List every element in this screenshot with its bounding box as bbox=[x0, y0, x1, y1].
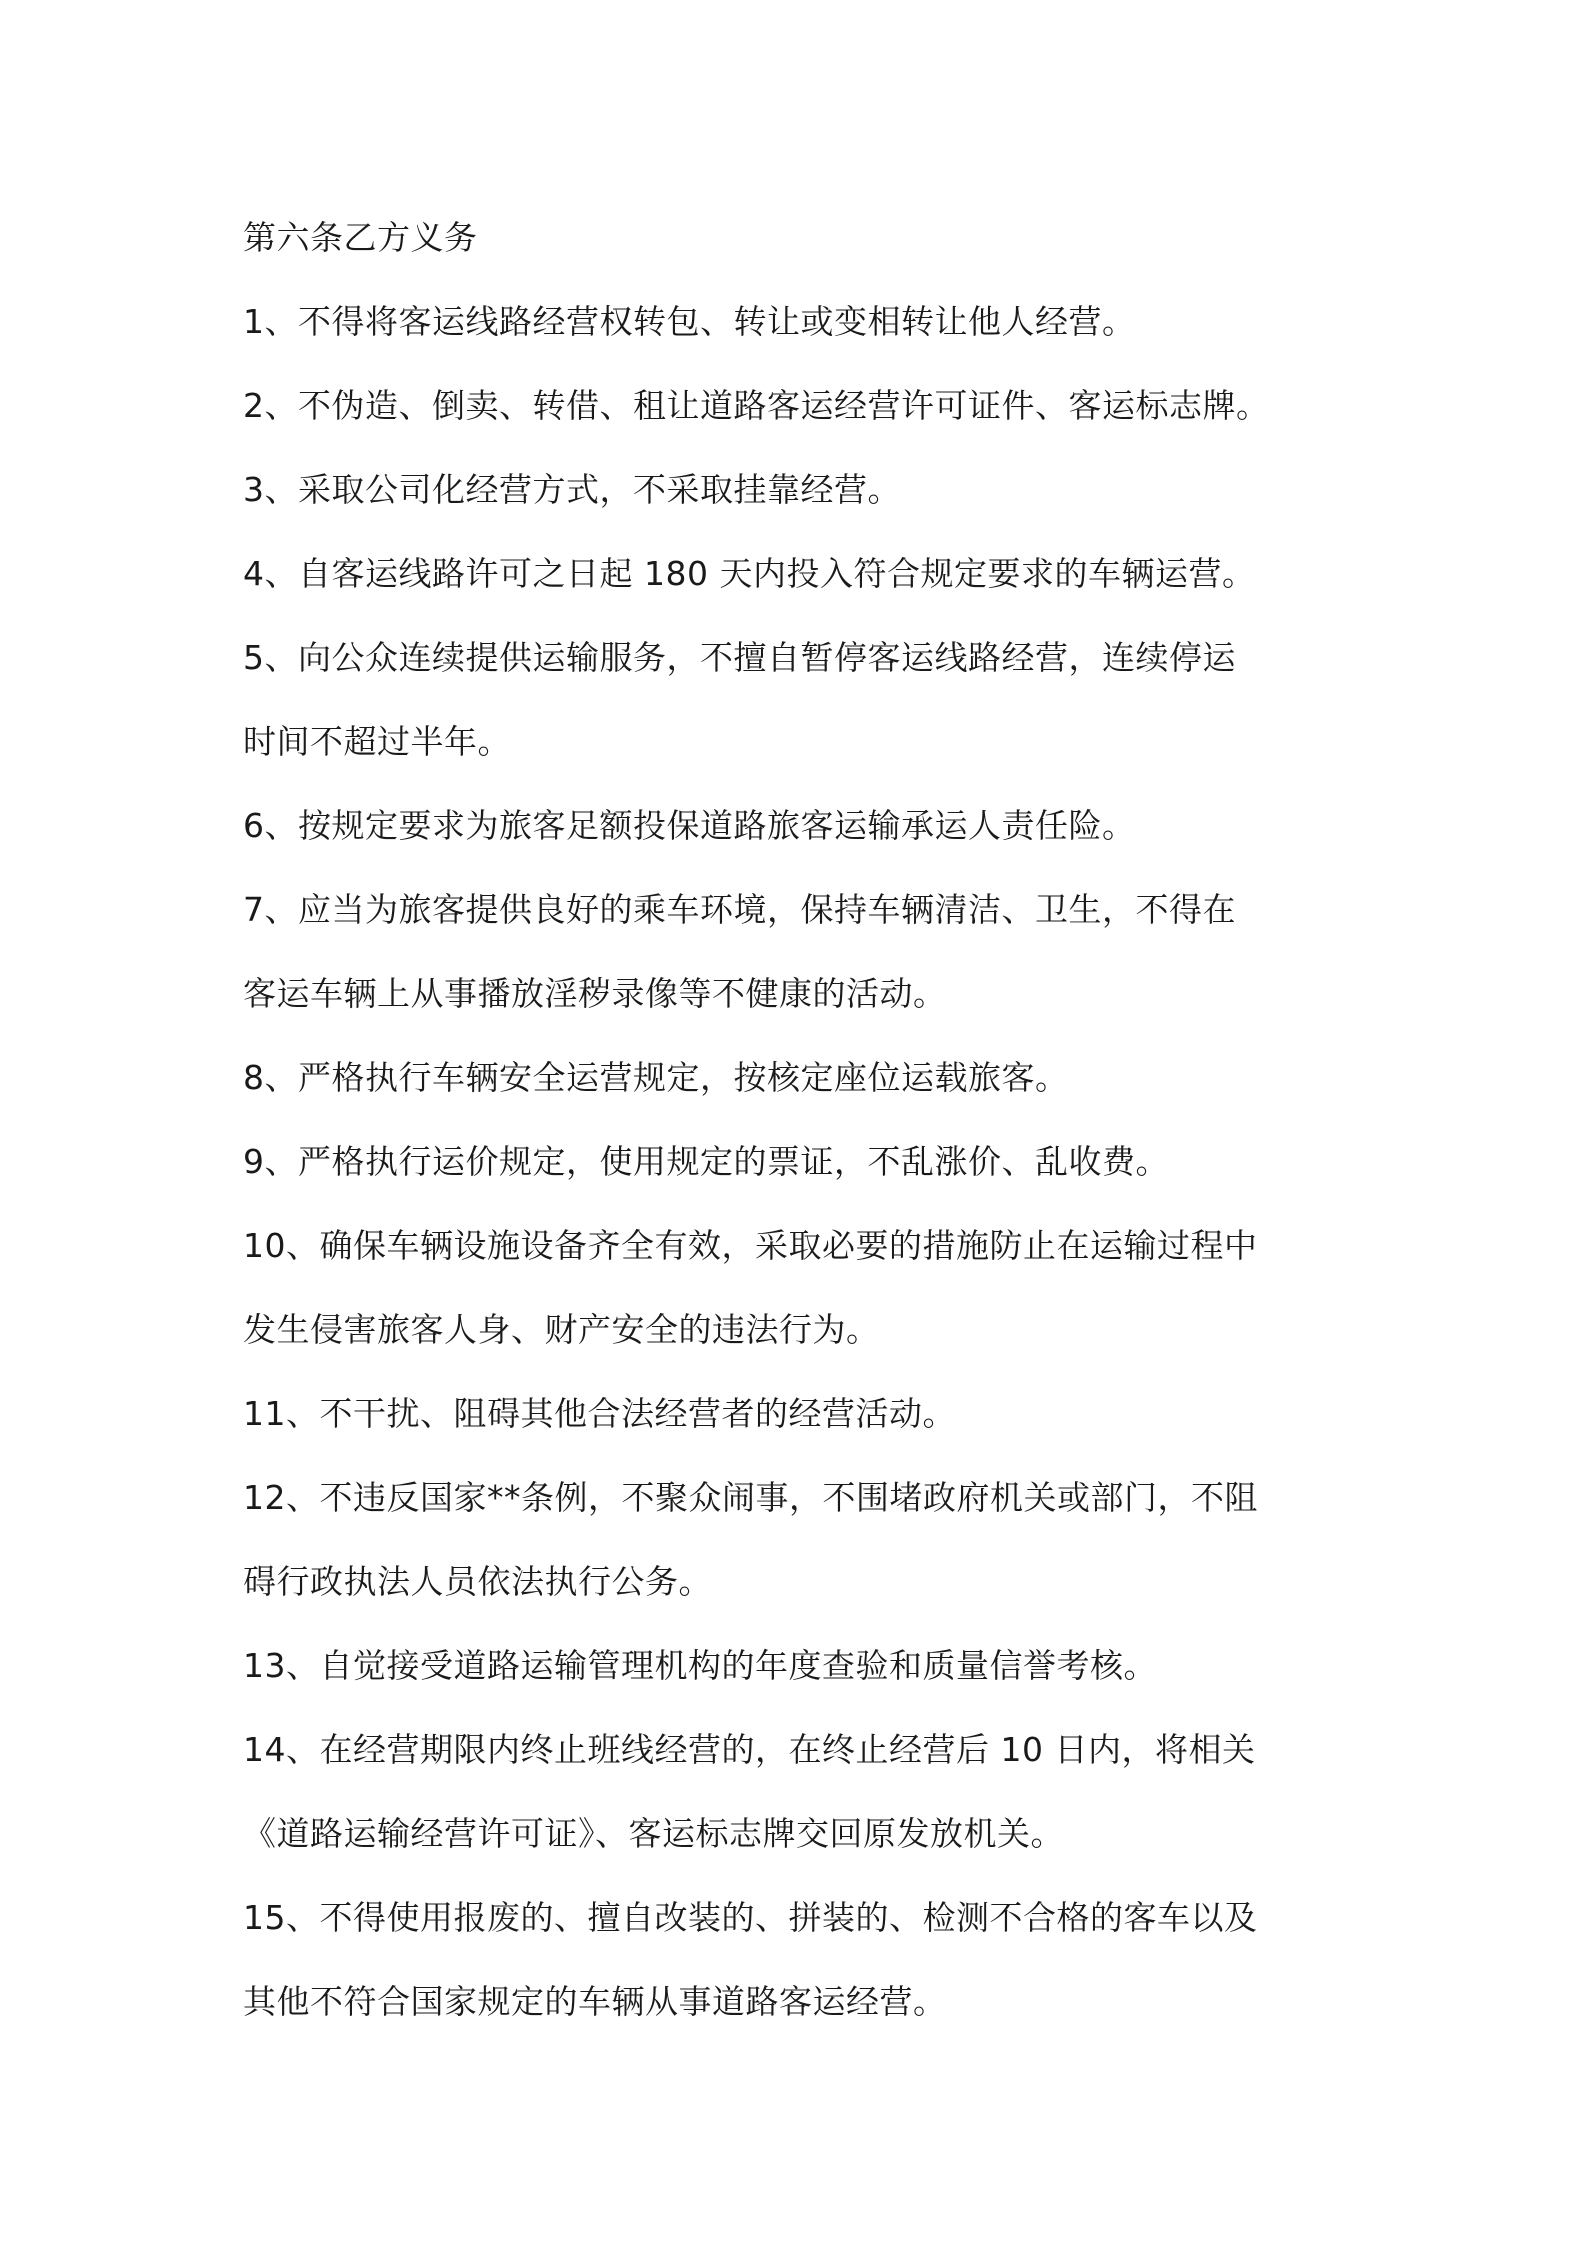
text-line: 12、不违反国家**条例，不聚众闹事，不围堵政府机关或部门，不阻 bbox=[243, 1478, 1258, 1517]
section-heading: 第六条乙方义务 bbox=[243, 218, 478, 257]
text-line: 13、自觉接受道路运输管理机构的年度查验和质量信誉考核。 bbox=[243, 1646, 1157, 1685]
text-line: 15、不得使用报废的、擅自改装的、拼装的、检测不合格的客车以及 bbox=[243, 1898, 1258, 1937]
text-line: 2、不伪造、倒卖、转借、租让道路客运经营许可证件、客运标志牌。 bbox=[243, 386, 1270, 425]
text-line: 9、严格执行运价规定，使用规定的票证，不乱涨价、乱收费。 bbox=[243, 1142, 1169, 1181]
text-line: 6、按规定要求为旅客足额投保道路旅客运输承运人责任险。 bbox=[243, 806, 1136, 845]
text-line: 碍行政执法人员依法执行公务。 bbox=[243, 1562, 712, 1601]
text-line: 3、采取公司化经营方式，不采取挂靠经营。 bbox=[243, 470, 901, 509]
text-line: 1、不得将客运线路经营权转包、转让或变相转让他人经营。 bbox=[243, 302, 1136, 341]
text-line: 7、应当为旅客提供良好的乘车环境，保持车辆清洁、卫生，不得在 bbox=[243, 890, 1236, 929]
text-line: 8、严格执行车辆安全运营规定，按核定座位运载旅客。 bbox=[243, 1058, 1069, 1097]
text-line: 14、在经营期限内终止班线经营的，在终止经营后 10 日内，将相关 bbox=[243, 1730, 1256, 1769]
text-line: 10、确保车辆设施设备齐全有效，采取必要的措施防止在运输过程中 bbox=[243, 1226, 1258, 1265]
text-line: 《道路运输经营许可证》、客运标志牌交回原发放机关。 bbox=[243, 1814, 1064, 1853]
text-line: 客运车辆上从事播放淫秽录像等不健康的活动。 bbox=[243, 974, 947, 1013]
text-line: 发生侵害旅客人身、财产安全的违法行为。 bbox=[243, 1310, 880, 1349]
text-line: 4、自客运线路许可之日起 180 天内投入符合规定要求的车辆运营。 bbox=[243, 554, 1256, 593]
text-line: 时间不超过半年。 bbox=[243, 722, 511, 761]
text-line: 11、不干扰、阻碍其他合法经营者的经营活动。 bbox=[243, 1394, 956, 1433]
text-line: 5、向公众连续提供运输服务，不擅自暂停客运线路经营，连续停运 bbox=[243, 638, 1236, 677]
document-body bbox=[243, 196, 1383, 2044]
text-line: 其他不符合国家规定的车辆从事道路客运经营。 bbox=[243, 1982, 947, 2021]
